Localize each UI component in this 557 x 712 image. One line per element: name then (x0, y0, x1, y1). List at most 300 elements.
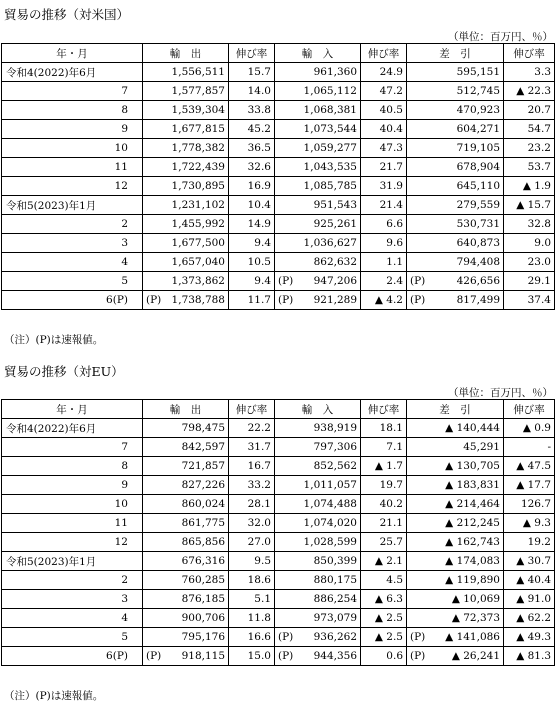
balance-cell (407, 234, 504, 253)
export-cell-value: 1,231,102 (171, 199, 225, 211)
import-cell-value: 1,073,544 (303, 123, 357, 135)
export-cell-value: 1,556,511 (171, 66, 225, 78)
import-cell (275, 533, 361, 552)
import-growth-cell (361, 533, 407, 552)
export-growth-cell (229, 457, 275, 476)
balance-cell-value: 530,731 (456, 218, 500, 230)
export-cell-value: 1,722,439 (171, 161, 225, 173)
export-cell (143, 628, 229, 647)
balance-growth-cell (504, 177, 555, 196)
export-cell (143, 158, 229, 177)
balance-growth-cell-value: 53.7 (527, 161, 551, 173)
table-row (2, 571, 555, 590)
export-cell (143, 609, 229, 628)
table-row (2, 457, 555, 476)
export-growth-cell-value: 10.5 (247, 256, 271, 268)
period-cell-value: 令和4(2022)年6月 (6, 66, 97, 79)
balance-growth-cell-value: 37.4 (527, 294, 551, 306)
import-cell-value: 1,043,535 (303, 161, 357, 173)
balance-cell (407, 476, 504, 495)
import-cell-value: 1,059,277 (303, 142, 357, 154)
balance-cell (407, 533, 504, 552)
preliminary-mark: (P) (146, 294, 162, 306)
balance-cell-value: ▲ 140,444 (445, 422, 500, 434)
period-cell-value: 3 (121, 237, 128, 249)
export-cell (143, 495, 229, 514)
table-row (2, 514, 555, 533)
export-cell-value: 1,778,382 (171, 142, 225, 154)
balance-cell (407, 215, 504, 234)
export-cell-value: 842,597 (181, 441, 225, 453)
export-cell-value: 1,677,815 (171, 123, 225, 135)
import-growth-cell (361, 590, 407, 609)
period-cell-value: 4 (121, 256, 128, 268)
period-cell-value: 令和5(2023)年1月 (6, 199, 97, 212)
import-cell-value: 862,632 (313, 256, 357, 268)
import-cell-value: 947,206 (313, 275, 357, 287)
period-cell (2, 628, 143, 647)
import-cell (275, 419, 361, 438)
export-growth-cell-value: 45.2 (247, 123, 271, 135)
header-export: 輸 出 (143, 44, 229, 63)
balance-growth-cell (504, 215, 555, 234)
export-cell (143, 533, 229, 552)
balance-growth-cell-value: ▲ 9.3 (522, 517, 551, 529)
balance-cell (407, 158, 504, 177)
balance-cell (407, 272, 504, 291)
eu-unit-label: （単位：百万円、％） (448, 387, 553, 399)
import-cell (275, 495, 361, 514)
preliminary-mark: (P) (410, 275, 426, 287)
export-cell (143, 177, 229, 196)
balance-growth-cell-value: ▲ 47.5 (516, 460, 551, 472)
balance-cell-value: ▲ 212,245 (445, 517, 500, 529)
export-cell (143, 272, 229, 291)
export-cell (143, 571, 229, 590)
balance-growth-cell (504, 457, 555, 476)
balance-growth-cell (504, 139, 555, 158)
period-cell (2, 438, 143, 457)
export-growth-cell (229, 291, 275, 310)
balance-growth-cell (504, 272, 555, 291)
export-growth-cell-value: 32.0 (247, 517, 271, 529)
balance-cell (407, 571, 504, 590)
table-row (2, 82, 555, 101)
import-growth-cell (361, 291, 407, 310)
export-growth-cell-value: 9.5 (254, 555, 271, 567)
export-growth-cell (229, 253, 275, 272)
balance-growth-cell-value: 3.3 (534, 66, 551, 78)
import-growth-cell (361, 571, 407, 590)
us-trade-table (1, 43, 555, 310)
import-cell-value: 1,065,112 (303, 85, 357, 97)
import-growth-cell (361, 628, 407, 647)
period-cell (2, 101, 143, 120)
export-growth-cell (229, 101, 275, 120)
balance-growth-cell (504, 514, 555, 533)
table-row (2, 120, 555, 139)
balance-cell-value: 512,745 (456, 85, 500, 97)
import-cell-value: 1,074,020 (303, 517, 357, 529)
import-cell-value: 961,360 (313, 66, 357, 78)
balance-growth-cell (504, 609, 555, 628)
export-growth-cell (229, 571, 275, 590)
export-cell (143, 215, 229, 234)
import-growth-cell-value: 9.6 (386, 237, 403, 249)
import-growth-cell-value: 1.1 (386, 256, 403, 268)
export-cell-value: 918,115 (181, 650, 225, 662)
import-growth-cell-value: ▲ 2.1 (374, 555, 403, 567)
import-growth-cell (361, 514, 407, 533)
import-cell (275, 234, 361, 253)
export-growth-cell (229, 514, 275, 533)
export-growth-cell (229, 196, 275, 215)
eu-note: （注）(P)は速報値。 (4, 690, 104, 702)
table-row (2, 196, 555, 215)
balance-growth-cell (504, 552, 555, 571)
balance-cell-value: 817,499 (456, 294, 500, 306)
period-cell-value: 8 (121, 460, 128, 472)
import-growth-cell-value: 40.4 (379, 123, 403, 135)
import-cell (275, 82, 361, 101)
export-cell-value: 795,176 (181, 631, 225, 643)
balance-growth-cell-value: ▲ 81.3 (516, 650, 551, 662)
export-cell (143, 139, 229, 158)
table-row (2, 495, 555, 514)
balance-cell (407, 291, 504, 310)
export-growth-cell (229, 82, 275, 101)
preliminary-mark: (P) (278, 631, 294, 643)
balance-growth-cell (504, 571, 555, 590)
table-row (2, 533, 555, 552)
balance-growth-cell (504, 196, 555, 215)
import-cell (275, 215, 361, 234)
balance-cell (407, 628, 504, 647)
export-cell (143, 253, 229, 272)
table-row (2, 438, 555, 457)
export-cell (143, 457, 229, 476)
import-cell-value: 944,356 (313, 650, 357, 662)
import-growth-cell-value: 21.4 (379, 199, 403, 211)
import-growth-cell (361, 438, 407, 457)
import-growth-cell-value: 19.7 (379, 479, 403, 491)
import-cell-value: 1,028,599 (303, 536, 357, 548)
preliminary-mark: (P) (410, 631, 426, 643)
balance-growth-cell (504, 476, 555, 495)
period-cell-value: 令和4(2022)年6月 (6, 422, 97, 435)
table-row (2, 272, 555, 291)
header-balance-growth: 伸び率 (504, 44, 555, 63)
table-header-row (2, 44, 555, 63)
table-row (2, 552, 555, 571)
export-growth-cell-value: 11.7 (247, 294, 271, 306)
balance-cell-value: ▲ 174,083 (445, 555, 500, 567)
import-cell (275, 552, 361, 571)
export-growth-cell (229, 234, 275, 253)
export-growth-cell-value: 14.0 (247, 85, 271, 97)
export-growth-cell-value: 5.1 (254, 593, 271, 605)
import-cell-value: 797,306 (313, 441, 357, 453)
period-cell (2, 158, 143, 177)
balance-cell-value: ▲ 162,743 (445, 536, 500, 548)
table-row (2, 215, 555, 234)
period-cell (2, 571, 143, 590)
period-cell (2, 272, 143, 291)
period-cell (2, 234, 143, 253)
export-growth-cell (229, 158, 275, 177)
import-growth-cell-value: ▲ 2.5 (374, 631, 403, 643)
import-growth-cell-value: 4.5 (386, 574, 403, 586)
period-cell (2, 647, 143, 666)
period-cell-value: 3 (121, 593, 128, 605)
export-growth-cell-value: 15.0 (247, 650, 271, 662)
balance-cell-value: 719,105 (456, 142, 500, 154)
export-cell (143, 438, 229, 457)
balance-growth-cell-value: ▲ 1.9 (522, 180, 551, 192)
period-cell-value: 10 (114, 142, 128, 154)
preliminary-mark: (P) (146, 650, 162, 662)
export-growth-cell-value: 28.1 (247, 498, 271, 510)
import-cell-value: 921,289 (313, 294, 357, 306)
import-cell (275, 177, 361, 196)
balance-cell-value: ▲ 26,241 (451, 650, 500, 662)
export-growth-cell-value: 14.9 (247, 218, 271, 230)
import-growth-cell-value: 0.6 (386, 650, 403, 662)
table-row (2, 139, 555, 158)
balance-cell-value: 640,873 (456, 237, 500, 249)
export-growth-cell (229, 272, 275, 291)
period-cell (2, 82, 143, 101)
import-growth-cell-value: 40.5 (379, 104, 403, 116)
period-cell-value: 8 (121, 104, 128, 116)
balance-cell (407, 552, 504, 571)
export-cell-value: 1,373,862 (171, 275, 225, 287)
balance-cell-value: ▲ 72,373 (451, 612, 500, 624)
period-cell (2, 495, 143, 514)
balance-growth-cell-value: ▲ 22.3 (516, 85, 551, 97)
export-growth-cell (229, 609, 275, 628)
balance-cell-value: 645,110 (456, 180, 500, 192)
import-growth-cell-value: 24.9 (379, 66, 403, 78)
balance-growth-cell (504, 291, 555, 310)
period-cell-value: 12 (114, 180, 128, 192)
export-cell-value: 721,857 (181, 460, 225, 472)
balance-growth-cell (504, 63, 555, 82)
export-cell (143, 234, 229, 253)
export-growth-cell-value: 11.8 (247, 612, 271, 624)
import-growth-cell (361, 63, 407, 82)
table-row (2, 158, 555, 177)
export-cell (143, 82, 229, 101)
balance-cell (407, 438, 504, 457)
import-growth-cell-value: 47.2 (379, 85, 403, 97)
balance-growth-cell (504, 438, 555, 457)
balance-cell (407, 457, 504, 476)
balance-growth-cell-value: ▲ 49.3 (516, 631, 551, 643)
import-growth-cell (361, 552, 407, 571)
balance-cell (407, 120, 504, 139)
export-cell-value: 861,775 (181, 517, 225, 529)
export-growth-cell (229, 476, 275, 495)
period-cell (2, 139, 143, 158)
import-cell (275, 158, 361, 177)
period-cell-value: 9 (121, 123, 128, 135)
export-cell-value: 1,455,992 (171, 218, 225, 230)
import-growth-cell (361, 82, 407, 101)
balance-cell (407, 253, 504, 272)
balance-growth-cell-value: 9.0 (534, 237, 551, 249)
balance-growth-cell (504, 533, 555, 552)
balance-growth-cell-value: ▲ 62.2 (516, 612, 551, 624)
balance-growth-cell-value: - (547, 441, 551, 453)
import-cell (275, 609, 361, 628)
export-cell (143, 291, 229, 310)
balance-cell-value: ▲ 141,086 (445, 631, 500, 643)
preliminary-mark: (P) (410, 650, 426, 662)
balance-cell-value: 604,271 (456, 123, 500, 135)
table-row (2, 590, 555, 609)
period-cell-value: 5 (121, 275, 128, 287)
import-cell-value: 951,543 (313, 199, 357, 211)
balance-growth-cell-value: ▲ 30.7 (516, 555, 551, 567)
balance-growth-cell-value: ▲ 40.4 (516, 574, 551, 586)
import-cell (275, 139, 361, 158)
export-cell (143, 196, 229, 215)
balance-growth-cell-value: 32.8 (527, 218, 551, 230)
balance-growth-cell (504, 101, 555, 120)
header-balance: 差 引 (407, 44, 504, 63)
import-growth-cell-value: 31.9 (379, 180, 403, 192)
import-growth-cell-value: 25.7 (379, 536, 403, 548)
period-cell-value: 2 (121, 218, 128, 230)
import-cell (275, 457, 361, 476)
period-cell-value: 11 (114, 161, 128, 173)
table-row (2, 177, 555, 196)
header-export-growth: 伸び率 (229, 400, 275, 419)
balance-cell (407, 177, 504, 196)
export-growth-cell (229, 120, 275, 139)
header-export-growth: 伸び率 (229, 44, 275, 63)
balance-growth-cell-value: 20.7 (527, 104, 551, 116)
export-growth-cell-value: 33.8 (247, 104, 271, 116)
balance-growth-cell-value: 54.7 (527, 123, 551, 135)
period-cell (2, 476, 143, 495)
us-section-title: 貿易の推移（対米国） (4, 7, 130, 22)
import-growth-cell (361, 101, 407, 120)
balance-cell-value: 678,904 (456, 161, 500, 173)
period-cell-value: 6(P) (106, 650, 128, 662)
eu-section-title: 貿易の推移（対EU） (4, 364, 124, 379)
export-growth-cell-value: 18.6 (247, 574, 271, 586)
export-growth-cell-value: 33.2 (247, 479, 271, 491)
import-cell-value: 880,175 (313, 574, 357, 586)
export-growth-cell (229, 552, 275, 571)
balance-growth-cell-value: 23.0 (527, 256, 551, 268)
balance-growth-cell (504, 419, 555, 438)
balance-growth-cell (504, 495, 555, 514)
period-cell-value: 令和5(2023)年1月 (6, 555, 97, 568)
import-cell (275, 514, 361, 533)
balance-cell (407, 139, 504, 158)
import-cell (275, 120, 361, 139)
balance-growth-cell (504, 628, 555, 647)
export-cell-value: 798,475 (181, 422, 225, 434)
export-cell (143, 476, 229, 495)
balance-cell-value: ▲ 214,464 (445, 498, 500, 510)
import-growth-cell (361, 476, 407, 495)
header-period: 年・月 (2, 44, 143, 63)
import-cell-value: 973,079 (313, 612, 357, 624)
header-import-growth: 伸び率 (361, 400, 407, 419)
balance-cell (407, 63, 504, 82)
import-growth-cell-value: 18.1 (379, 422, 403, 434)
balance-cell-value: ▲ 10,069 (451, 593, 500, 605)
balance-growth-cell-value: ▲ 17.7 (516, 479, 551, 491)
period-cell (2, 291, 143, 310)
preliminary-mark: (P) (278, 294, 294, 306)
balance-growth-cell (504, 590, 555, 609)
export-cell (143, 120, 229, 139)
import-growth-cell (361, 196, 407, 215)
table-row (2, 609, 555, 628)
export-growth-cell (229, 63, 275, 82)
period-cell (2, 253, 143, 272)
period-cell (2, 215, 143, 234)
export-cell (143, 647, 229, 666)
us-note: （注）(P)は速報値。 (4, 334, 104, 346)
balance-growth-cell-value: 126.7 (520, 498, 551, 510)
export-growth-cell (229, 533, 275, 552)
import-growth-cell-value: 6.6 (386, 218, 403, 230)
balance-growth-cell (504, 647, 555, 666)
export-growth-cell (229, 590, 275, 609)
header-balance: 差 引 (407, 400, 504, 419)
balance-growth-cell-value: ▲ 91.0 (516, 593, 551, 605)
export-growth-cell (229, 438, 275, 457)
import-growth-cell-value: 21.1 (379, 517, 403, 529)
export-cell (143, 63, 229, 82)
export-cell-value: 1,677,500 (171, 237, 225, 249)
table-row (2, 647, 555, 666)
import-growth-cell-value: ▲ 4.2 (374, 294, 403, 306)
import-growth-cell (361, 234, 407, 253)
balance-growth-cell-value: ▲ 15.7 (516, 199, 551, 211)
import-cell-value: 852,562 (313, 460, 357, 472)
table-row (2, 628, 555, 647)
balance-growth-cell-value: 23.2 (527, 142, 551, 154)
export-cell (143, 552, 229, 571)
balance-growth-cell (504, 234, 555, 253)
balance-cell (407, 590, 504, 609)
balance-cell (407, 196, 504, 215)
balance-cell-value: 45,291 (463, 441, 500, 453)
balance-growth-cell-value: 19.2 (527, 536, 551, 548)
export-growth-cell-value: 15.7 (247, 66, 271, 78)
header-export: 輸 出 (143, 400, 229, 419)
balance-growth-cell (504, 253, 555, 272)
import-cell (275, 101, 361, 120)
import-cell-value: 1,085,785 (303, 180, 357, 192)
balance-cell (407, 609, 504, 628)
balance-cell-value: 470,923 (456, 104, 500, 116)
export-cell-value: 860,024 (181, 498, 225, 510)
header-import-growth: 伸び率 (361, 44, 407, 63)
export-cell-value: 827,226 (181, 479, 225, 491)
table-row (2, 234, 555, 253)
export-growth-cell-value: 22.2 (247, 422, 271, 434)
export-cell-value: 760,285 (181, 574, 225, 586)
export-growth-cell-value: 36.5 (247, 142, 271, 154)
